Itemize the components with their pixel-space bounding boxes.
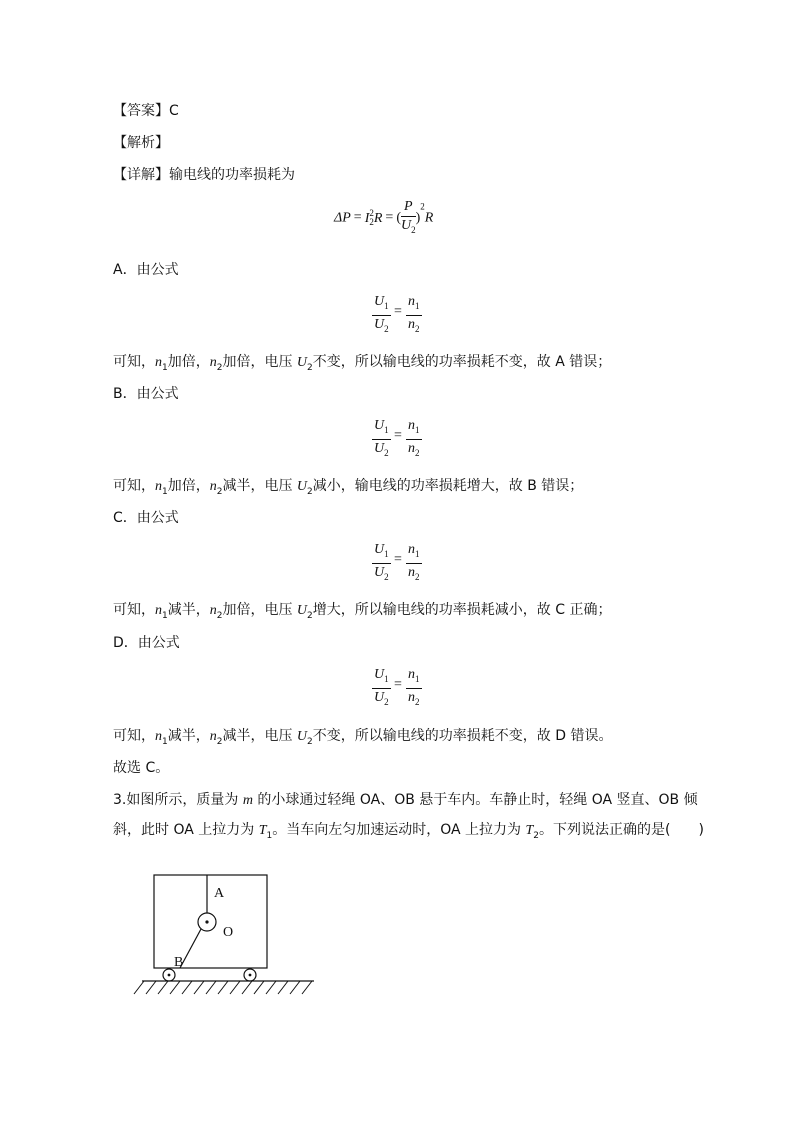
option-d-conclusion [113, 726, 612, 752]
formula-eq2: = [385, 210, 394, 226]
formula-lhs: ΔP [334, 210, 351, 226]
ratio-formula-d [372, 666, 428, 708]
q-t2-sub: 2 [533, 830, 540, 841]
ratio-u1: U [374, 418, 385, 433]
ratio-n2: n [408, 440, 415, 456]
formula-paren-close: ) [415, 210, 421, 226]
q-mass-var: m [242, 793, 253, 808]
formula-frac-den [401, 217, 416, 239]
wheel-left-axle [168, 974, 171, 977]
c-s1: 1 [162, 610, 168, 621]
q-l2-a: 斜，此时 OA 上拉力为 [113, 822, 259, 838]
analysis-label: 【解析】 [113, 135, 169, 151]
c-s2: 2 [216, 610, 223, 621]
b-v1: n [155, 479, 162, 494]
question-line-1 [113, 790, 698, 811]
q-t2: T [525, 823, 534, 838]
a-s2: 2 [216, 362, 223, 373]
option-c-label: C．由公式 [113, 510, 179, 526]
formula-r1: R [373, 210, 383, 226]
ratio-u2-sub: 2 [384, 447, 389, 458]
ratio-eq: = [394, 428, 402, 443]
d-t2: 减半，电压 [222, 728, 297, 744]
ground-hatching [134, 981, 312, 994]
option-b-label: B．由公式 [113, 386, 179, 402]
answer-label: 【答案】 [113, 103, 169, 119]
ratio-n2-sub: 2 [415, 323, 420, 334]
ratio-n-fraction [406, 666, 422, 711]
ratio-n-fraction [406, 417, 422, 462]
ratio-n1-sub: 1 [415, 673, 420, 684]
c-v3: U [296, 603, 308, 618]
c-t1: 减半， [167, 602, 210, 618]
cart-box [154, 875, 267, 968]
ratio-formula-a [372, 293, 428, 335]
c-s3: 2 [307, 610, 313, 621]
option-c-conclusion [113, 600, 611, 626]
a-t1: 加倍， [167, 354, 210, 370]
b-s1: 1 [162, 486, 168, 497]
formula-current [364, 208, 383, 228]
ratio-u1-sub: 1 [384, 548, 389, 559]
ratio-n1: n [408, 667, 415, 682]
b-t2: 减半，电压 [222, 478, 297, 494]
formula-i-sup: 2 [369, 208, 374, 219]
a-t3: 不变，所以输电线的功率损耗不变，故 A 错误； [312, 354, 612, 370]
ratio-u1: U [374, 542, 385, 557]
b-v3: U [296, 479, 308, 494]
ratio-u1: U [374, 667, 385, 682]
ratio-n-fraction [406, 541, 422, 586]
d-t3: 不变，所以输电线的功率损耗不变，故 D 错误。 [312, 728, 613, 744]
d-v3: U [296, 729, 308, 744]
ratio-formula-c [372, 541, 428, 583]
a-s1: 1 [162, 362, 168, 373]
d-v2: n [209, 729, 217, 744]
c-c1: 可知， [113, 602, 155, 618]
q-t1-sub: 1 [266, 830, 273, 841]
ratio-u-fraction [372, 417, 391, 462]
q-l1-b: 的小球通过轻绳 OA、OB 悬于车内。车静止时，轻绳 OA 竖直、OB 倾 [252, 792, 698, 808]
d-t1: 减半， [167, 728, 210, 744]
a-v1: n [155, 355, 162, 370]
formula-paren-open: ( [396, 210, 401, 226]
label-a: A [214, 886, 225, 901]
ratio-eq: = [394, 304, 402, 319]
ratio-u-fraction [372, 293, 391, 338]
ratio-n2-sub: 2 [415, 571, 420, 582]
detail-label: 【详解】 [113, 167, 169, 183]
d-c1: 可知， [113, 728, 155, 744]
b-s3: 2 [307, 486, 313, 497]
ratio-u1-sub: 1 [384, 424, 389, 435]
ratio-u1-sub: 1 [384, 673, 389, 684]
b-c1: 可知， [113, 478, 155, 494]
formula-i: I [364, 210, 370, 226]
q-l1-a: 3.如图所示，质量为 [113, 792, 243, 808]
ratio-n1-sub: 1 [415, 424, 420, 435]
b-v2: n [209, 479, 217, 494]
ratio-u2: U [374, 689, 385, 705]
label-b: B [174, 955, 184, 970]
formula-frac-num: P [401, 198, 416, 217]
ratio-u2-sub: 2 [384, 323, 389, 334]
c-v1: n [155, 603, 162, 618]
ratio-n2-sub: 2 [415, 447, 420, 458]
ratio-n1: n [408, 418, 415, 433]
ratio-u2: U [374, 564, 385, 580]
b-t1: 加倍， [167, 478, 210, 494]
answer-value: C [169, 103, 179, 119]
formula-u-sub: 2 [411, 224, 416, 235]
ratio-n1-sub: 1 [415, 548, 420, 559]
q-l2-c: 。下列说法正确的是( ) [539, 822, 704, 838]
ratio-n2: n [408, 564, 415, 580]
ratio-eq: = [394, 552, 402, 567]
d-s1: 1 [162, 736, 168, 747]
ratio-n1: n [408, 542, 415, 557]
a-c1: 可知， [113, 354, 155, 370]
ratio-n1-sub: 1 [415, 300, 420, 311]
b-t3: 减小，输电线的功率损耗增大，故 B 错误； [312, 478, 584, 494]
answer-line [113, 101, 179, 121]
ratio-u2-sub: 2 [384, 571, 389, 582]
power-loss-formula [334, 198, 433, 239]
formula-u: U [401, 218, 412, 233]
formula-eq1: = [353, 210, 362, 226]
ratio-n2: n [408, 316, 415, 332]
c-t2: 加倍，电压 [222, 602, 297, 618]
ratio-n2-sub: 2 [415, 696, 420, 707]
conclusion: 故选 C。 [113, 760, 170, 776]
option-a-label: A．由公式 [113, 262, 179, 278]
ratio-n2: n [408, 689, 415, 705]
a-t2: 加倍，电压 [222, 354, 297, 370]
formula-i-sub: 2 [369, 217, 374, 228]
label-o: O [223, 925, 234, 940]
ratio-u1: U [374, 294, 385, 309]
ratio-eq: = [394, 677, 402, 692]
formula-exp: 2 [420, 201, 425, 212]
d-s2: 2 [216, 736, 223, 747]
ratio-u-fraction [372, 666, 391, 711]
option-d-label: D．由公式 [113, 635, 180, 651]
ratio-formula-b [372, 417, 428, 459]
q-t1: T [258, 823, 267, 838]
option-b-conclusion [113, 476, 583, 502]
detail-text: 输电线的功率损耗为 [169, 167, 295, 183]
cart-diagram [128, 868, 328, 998]
q-l2-b: 。当车向左匀加速运动时，OA 上拉力为 [272, 822, 526, 838]
wheel-right-axle [249, 974, 252, 977]
a-v2: n [209, 355, 217, 370]
question-line-2 [113, 820, 704, 846]
d-v1: n [155, 729, 162, 744]
ratio-n-fraction [406, 293, 422, 338]
ratio-n1: n [408, 294, 415, 309]
ratio-u2: U [374, 440, 385, 456]
ratio-u2: U [374, 316, 385, 332]
ratio-u1-sub: 1 [384, 300, 389, 311]
formula-r2: R [424, 210, 434, 226]
option-a-conclusion [113, 352, 611, 378]
ratio-u2-sub: 2 [384, 696, 389, 707]
detail-line [113, 165, 295, 185]
c-t3: 增大，所以输电线的功率损耗减小，故 C 正确； [312, 602, 612, 618]
c-v2: n [209, 603, 217, 618]
a-s3: 2 [307, 362, 313, 373]
d-s3: 2 [307, 736, 313, 747]
b-s2: 2 [216, 486, 223, 497]
a-v3: U [296, 355, 308, 370]
formula-fraction [401, 198, 416, 239]
ratio-u-fraction [372, 541, 391, 586]
ball-center [205, 920, 208, 923]
